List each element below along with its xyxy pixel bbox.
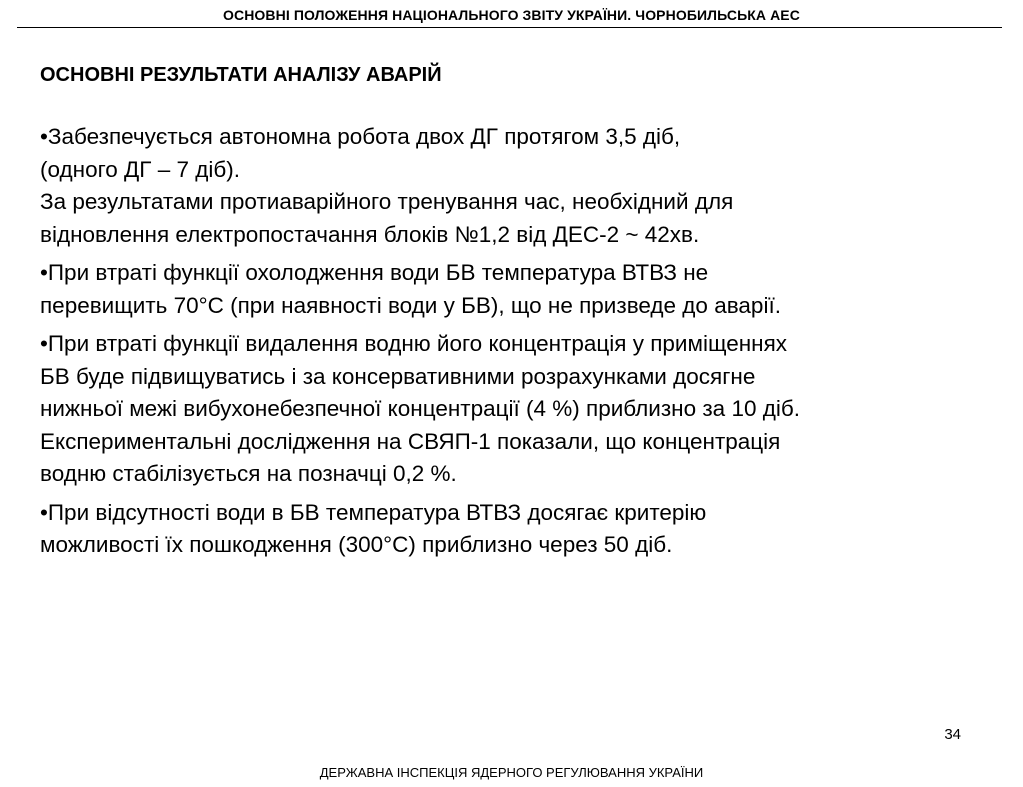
text-line: (одного ДГ – 7 діб).: [40, 156, 241, 182]
text-line: БВ буде підвищуватись і за консервативними розрахунками досягне: [40, 363, 756, 389]
text-line: перевищить 70°С (при наявності води у БВ), що не призведе до аварії.: [40, 292, 781, 318]
page-number: 34: [944, 726, 961, 743]
header-divider: [17, 27, 1002, 28]
text-line: За результатами протиаварійного тренування час, необхідний для: [40, 189, 734, 214]
text-line: •Забезпечується автономна робота двох ДГ протягом 3,5 діб,: [40, 124, 681, 149]
text-line: Експериментальні дослідження на СВЯП-1 показали, що концентрація: [40, 428, 781, 454]
paragraph-diesel-generators: [40, 121, 1000, 251]
text-line: •При відсутності води в БВ температура ВТВЗ досягає критерію: [40, 499, 707, 525]
text-line: водню стабілізується на позначці 0,2 %.: [40, 461, 457, 486]
paragraph-cooling-loss: [40, 257, 1000, 322]
paragraph-no-water: [40, 497, 1000, 562]
slide-header: ОСНОВНІ ПОЛОЖЕННЯ НАЦІОНАЛЬНОГО ЗВІТУ УКРАЇНИ. ЧОРНОБИЛЬСЬКА АЕС: [223, 7, 800, 23]
text-line: •При втраті функції видалення водню його концентрація у приміщеннях: [40, 331, 788, 356]
text-line: нижньої межі вибухонебезпечної концентрації (4 %) приблизно за 10 діб.: [40, 396, 800, 421]
slide-footer: ДЕРЖАВНА ІНСПЕКЦІЯ ЯДЕРНОГО РЕГУЛЮВАННЯ УКРАЇНИ: [319, 765, 704, 780]
slide-title: ОСНОВНІ РЕЗУЛЬТАТИ АНАЛІЗУ АВАРІЙ: [40, 64, 442, 86]
slide-body: [40, 121, 1000, 562]
paragraph-hydrogen-removal: [40, 328, 1000, 491]
text-line: відновлення електропостачання блоків №1,2 від ДЕС-2 ~ 42хв.: [40, 221, 700, 247]
text-line: можливості їх пошкодження (300°С) приблизно через 50 діб.: [40, 532, 673, 557]
text-line: •При втраті функції охолодження води БВ температура ВТВЗ не: [40, 260, 709, 285]
